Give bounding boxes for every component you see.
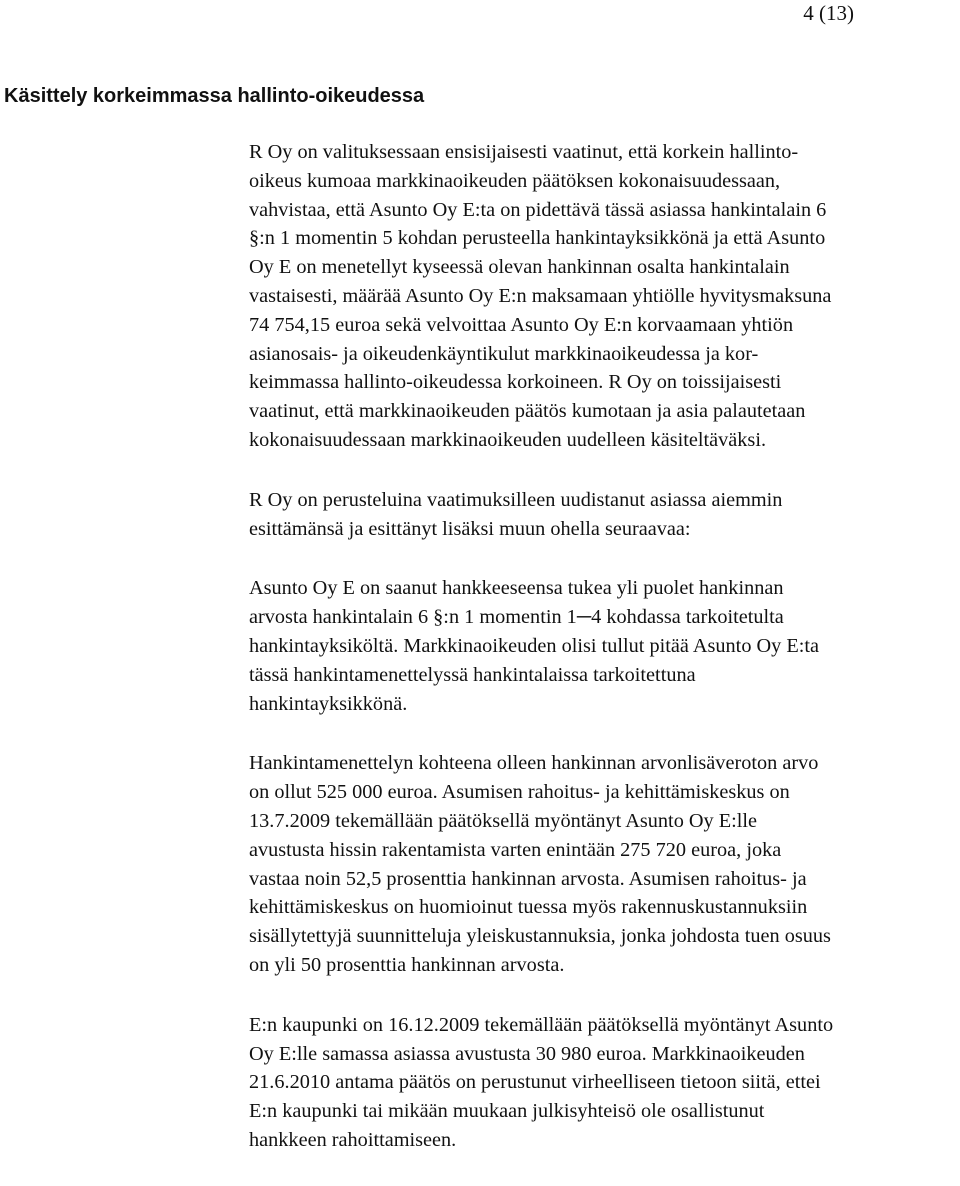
text-line: Hankintamenettelyn kohteena olleen hankinnan arvonlisäveroton arvo [249,752,819,775]
text-line: §:n 1 momentin 5 kohdan perusteella hankintayksikkönä ja että Asunto [249,227,826,250]
text-line: on ollut 525 000 euroa. Asumisen rahoitus- ja kehittämiskeskus on [249,781,790,804]
text-line: keimmassa hallinto-oikeudessa korkoineen. R Oy on toissijaisesti [249,371,782,394]
text-line: esittämänsä ja esittänyt lisäksi muun ohella seuraavaa: [249,517,691,540]
text-line: arvosta hankintalain 6 §:n 1 momentin 1─4 kohdassa tarkoitetulta [249,606,784,629]
document-body [249,138,939,1186]
text-line: on yli 50 prosenttia hankinnan arvosta. [249,953,565,976]
text-line: oikeus kumoaa markkinaoikeuden päätöksen kokonaisuudessaan, [249,169,781,192]
text-line: kehittämiskeskus on huomioinut tuessa myös rakennuskustannuksiin [249,896,808,919]
text-line: 21.6.2010 antama päätös on perustunut virheelliseen tietoon siitä, ettei [249,1071,821,1094]
text-line: E:n kaupunki tai mikään muukaan julkisyhteisö ole osallistunut [249,1100,765,1123]
text-line: 74 754,15 euroa sekä velvoittaa Asunto Oy E:n korvaamaan yhtiön [249,313,794,336]
text-line: hankintayksiköltä. Markkinaoikeuden olisi tullut pitää Asunto Oy E:ta [249,634,820,657]
paragraph [249,486,939,544]
page-number: 4 (13) [803,1,854,25]
paragraph [249,749,939,979]
text-line: vaatinut, että markkinaoikeuden päätös kumotaan ja asia palautetaan [249,400,806,423]
text-line: vahvistaa, että Asunto Oy E:ta on pidettävä tässä asiassa hankintalain 6 [249,198,827,221]
text-line: vastaisesti, määrää Asunto Oy E:n maksamaan yhtiölle hyvitysmaksuna [249,284,832,307]
text-line: vastaa noin 52,5 prosenttia hankinnan arvosta. Asumisen rahoitus- ja [249,867,807,890]
text-line: hankkeen rahoittamiseen. [249,1128,457,1151]
text-line: Oy E on menetellyt kyseessä olevan hankinnan osalta hankintalain [249,256,790,279]
text-line: kokonaisuudessaan markkinaoikeuden uudelleen käsiteltäväksi. [249,428,767,451]
text-line: 13.7.2009 tekemällään päätöksellä myöntänyt Asunto Oy E:lle [249,809,758,832]
paragraph [249,574,939,718]
text-line: R Oy on valituksessaan ensisijaisesti vaatinut, että korkein hallinto- [249,141,799,163]
text-line: sisällytettyjä suunnitteluja yleiskustannuksia, jonka johdosta tuen osuus [249,925,831,948]
text-line: R Oy on perusteluina vaatimuksilleen uudistanut asiassa aiemmin [249,488,783,511]
text-line: asianosais- ja oikeudenkäyntikulut markkinaoikeudessa ja kor- [249,342,759,365]
paragraph [249,1011,939,1155]
text-line: tässä hankintamenettelyssä hankintalaissa tarkoitettuna [249,663,696,686]
text-line: Oy E:lle samassa asiassa avustusta 30 980 euroa. Markkinaoikeuden [249,1042,805,1065]
text-line: hankintayksikkönä. [249,692,408,715]
text-line: E:n kaupunki on 16.12.2009 tekemällään päätöksellä myöntänyt Asunto [249,1013,834,1036]
section-heading: Käsittely korkeimmassa hallinto-oikeudessa [4,85,425,107]
paragraph [249,138,939,455]
text-line: Asunto Oy E on saanut hankkeeseensa tukea yli puolet hankinnan [249,577,784,600]
text-line: avustusta hissin rakentamista varten enintään 275 720 euroa, joka [249,838,782,861]
